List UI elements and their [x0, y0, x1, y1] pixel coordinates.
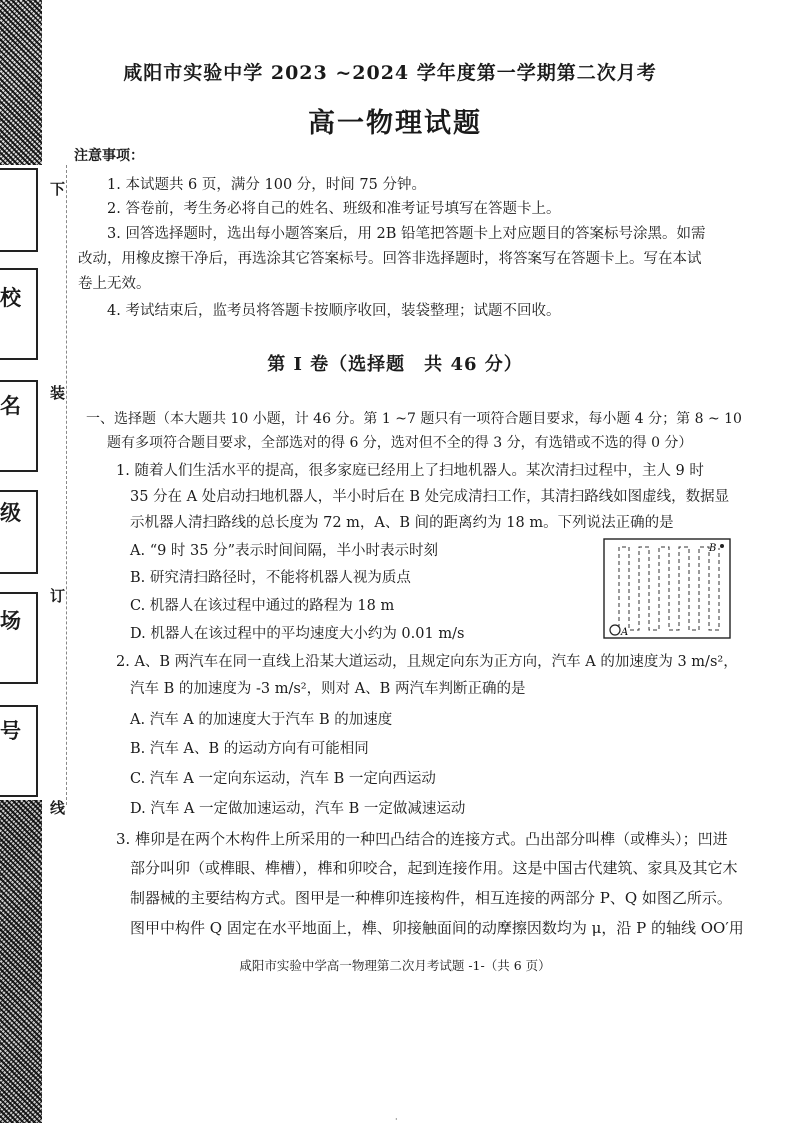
scan-noise-bottom [0, 800, 42, 1123]
q2-option-a: A. 汽车 A 的加速度大于汽车 B 的加速度 [130, 712, 393, 728]
point-b-label: B [709, 543, 717, 554]
q3-stem-1: 3. 榫卯是在两个木构件上所采用的一种凹凸结合的连接方式。凸出部分叫榫（或榫头）；凹进 [116, 830, 728, 848]
q1-option-a: A. “9 时 35 分”表示时间间隔，半小时表示时刻 [130, 543, 439, 559]
exam-subtitle: 高一物理试题 [308, 108, 482, 139]
page-footer: 咸阳市实验中学高一物理第二次月考试题 -1-（共 6 页） [239, 958, 551, 973]
q1-stem-3: 示机器人清扫路线的总长度为 72 m，A、B 间的距离约为 18 m。下列说法正确的是 [130, 515, 674, 531]
section-intro-2: 题有多项符合题目要求，全部选对的得 6 分，选对但不全的得 3 分，有选错或不选的得 0 分） [107, 435, 693, 451]
binding-mark-ding: 订 [50, 587, 66, 605]
binding-mark-zhuang: 装 [50, 384, 66, 402]
notice-line-5: 卷上无效。 [78, 276, 151, 292]
binding-mark-xian: 线 [50, 799, 66, 817]
q3-stem-3: 制器械的主要结构方式。图甲是一种榫卯连接构件，相互连接的两部分 P、Q 如图乙所示。 [130, 889, 732, 907]
q2-stem-1: 2. A、B 两汽车在同一直线上沿某大道运动，且规定向东为正方向，汽车 A 的加速度为 3 m/s²， [116, 654, 738, 670]
binding-mark-xia: 下 [50, 180, 66, 198]
q1-option-c: C. 机器人在该过程中通过的路程为 18 m [130, 598, 395, 614]
q1-option-d: D. 机器人在该过程中的平均速度大小约为 0.01 m/s [130, 626, 465, 642]
q2-option-b: B. 汽车 A、B 的运动方向有可能相同 [130, 741, 369, 757]
notice-line-4: 改动，用橡皮擦干净后，再选涂其它答案标号。回答非选择题时，将答案写在答题卡上。写在本试 [78, 251, 702, 267]
q2-option-c: C. 汽车 A 一定向东运动，汽车 B 一定向西运动 [130, 771, 436, 787]
q1-stem-1: 1. 随着人们生活水平的提高，很多家庭已经用上了扫地机器人。某次清扫过程中，主人 9 时 [116, 463, 704, 479]
notice-line-6: 4. 考试结束后，监考员将答题卡按顺序收回，装袋整理；试题不回收。 [107, 303, 561, 319]
q1-cleaning-path-figure [603, 538, 733, 640]
notice-line-2: 2. 答卷前，考生务必将自己的姓名、班级和准考证号填写在答题卡上。 [107, 201, 561, 217]
scan-noise-top [0, 0, 42, 165]
q2-option-d: D. 汽车 A 一定做加速运动，汽车 B 一定做减速运动 [130, 801, 466, 817]
point-a-marker [610, 625, 620, 635]
q1-option-b: B. 研究清扫路径时，不能将机器人视为质点 [130, 570, 411, 586]
bottom-mark: · [395, 1115, 398, 1124]
name-field-label: 名 [0, 393, 21, 418]
room-field-label: 场 [0, 608, 21, 633]
name-field-box-1 [0, 168, 38, 252]
section-title: 第 I 卷（选择题 共 46 分） [267, 354, 523, 375]
q1-stem-2: 35 分在 A 处启动扫地机器人，半小时后在 B 处完成清扫工作，其清扫路线如图虚线，数据显 [130, 489, 730, 505]
school-field-label: 校 [0, 285, 21, 310]
notice-line-1: 1. 本试题共 6 页，满分 100 分，时间 75 分钟。 [107, 177, 426, 193]
point-b-marker [720, 544, 724, 548]
point-a-label: A [621, 627, 629, 638]
q3-stem-4: 图甲中构件 Q 固定在水平地面上，榫、卯接触面间的动摩擦因数均为 μ，沿 P 的轴线 OO′用 [130, 919, 744, 937]
cleaning-path-dashed [619, 547, 719, 630]
q3-stem-2: 部分叫卯（或榫眼、榫槽），榫和卯咬合，起到连接作用。这是中国古代建筑、家具及其它木 [130, 859, 738, 877]
class-field-label: 级 [0, 500, 21, 525]
section-intro-1: 一、选择题（本大题共 10 小题，计 46 分。第 1 ~7 题只有一项符合题目要求，每小题 4 分；第 8 ~ 10 [86, 411, 742, 427]
binding-dashed-line [66, 165, 68, 805]
q2-stem-2: 汽车 B 的加速度为 -3 m/s²，则对 A、B 两汽车判断正确的是 [130, 681, 526, 697]
exam-title: 咸阳市实验中学 2023 ~2024 学年度第一学期第二次月考 [123, 62, 657, 84]
notice-heading: 注意事项： [74, 148, 144, 164]
number-field-label: 号 [0, 718, 21, 743]
notice-line-3: 3. 回答选择题时，选出每小题答案后，用 2B 铅笔把答题卡上对应题目的答案标号涂黑。如需 [107, 226, 706, 242]
